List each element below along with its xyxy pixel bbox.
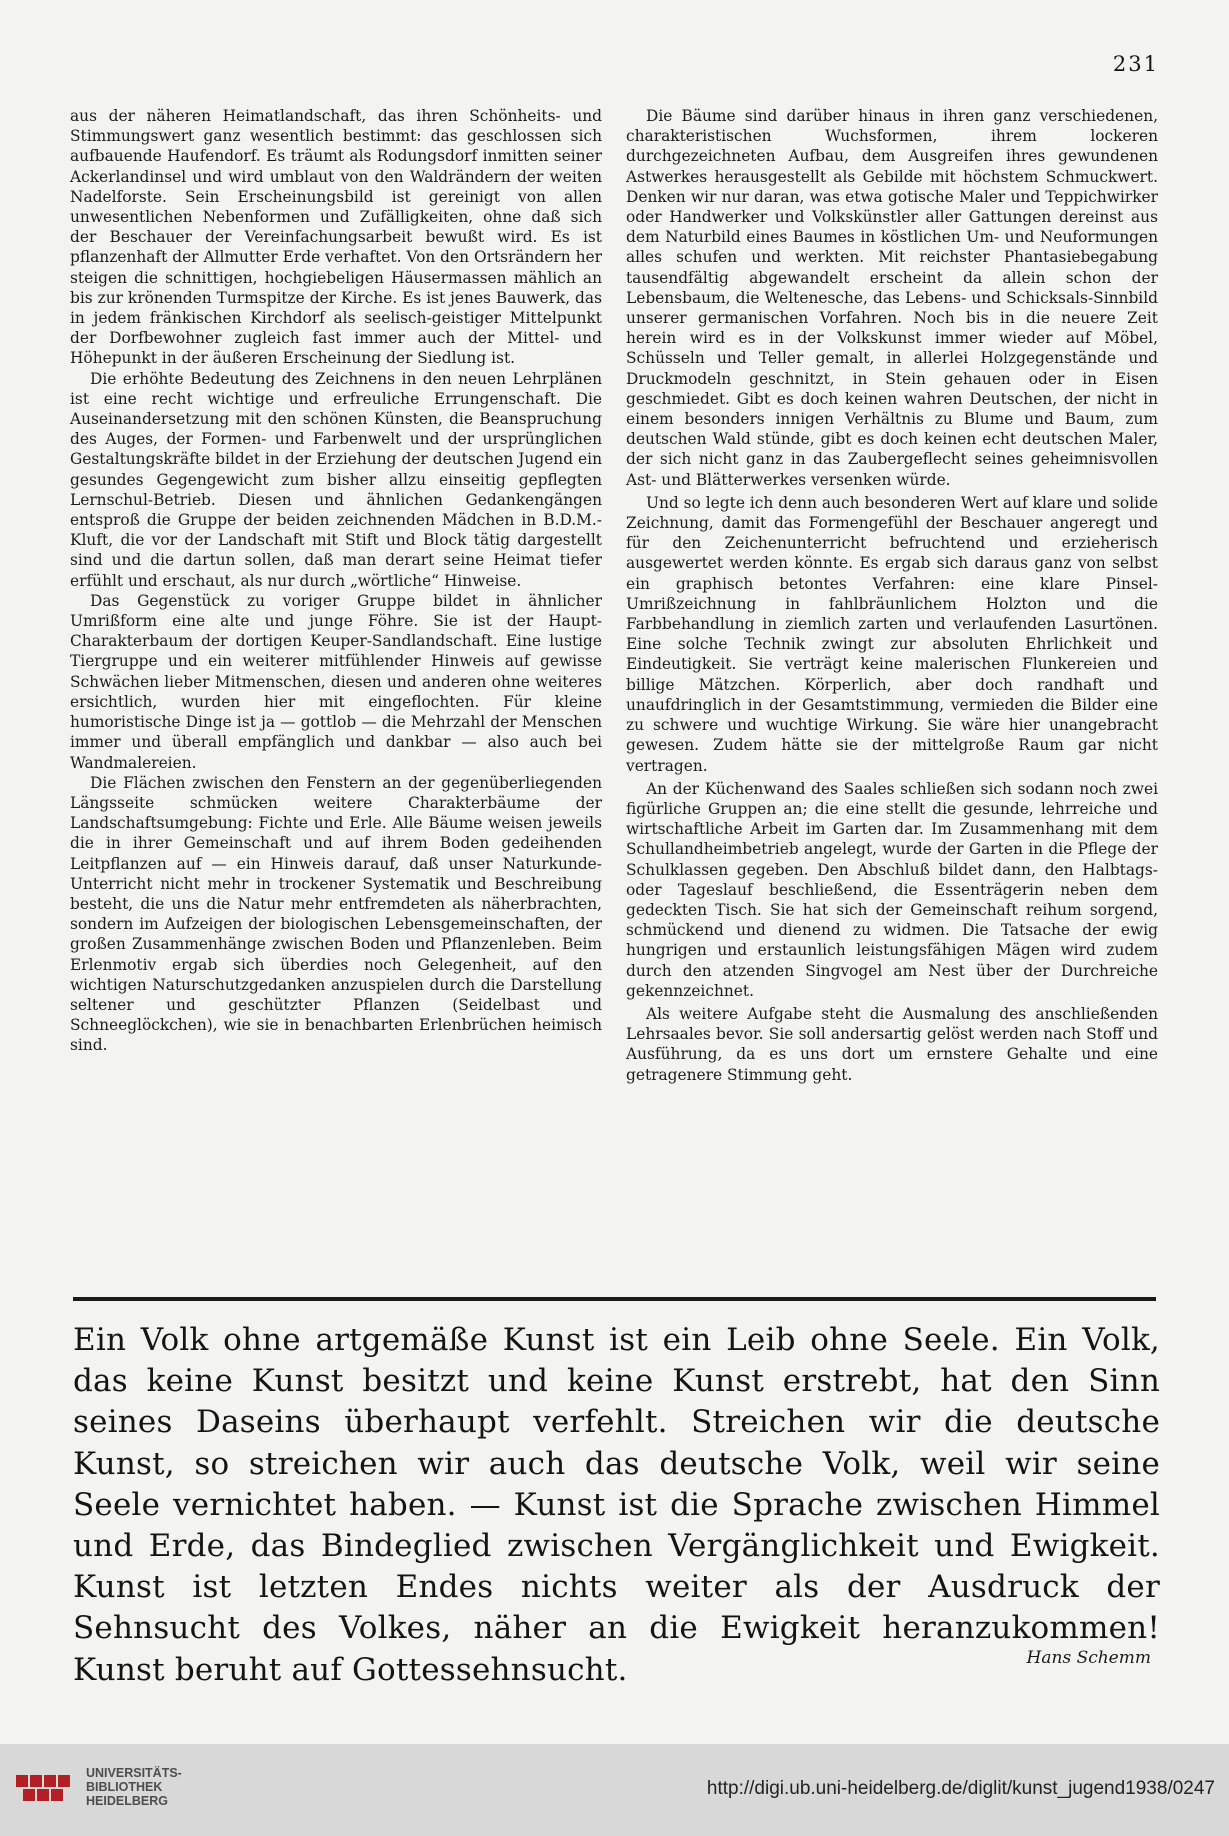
separator-rule (73, 1297, 1156, 1301)
right-paragraph-2: Und so legte ich denn auch besonderen Wert auf klare und solide Zeichnung, damit das Formengefühl der Beschauer angeregt und für den Zeichenunterricht befruchtend und erzieherisch ausgewertet werden könnte. Es ergab sich daraus ganz von selbst ein graphisch betontes Verfahren: eine klare Pinsel-Umrißzeichnung in fahlbräunlichem Holzton und die Farbbehandlung in ziemlich zarten und verlaufenden Lasurtönen. Eine solche Technik zwingt zur absoluten Ehrlichkeit und Eindeutigkeit. Sie verträgt keine malerischen Flunkereien und billige Mätzchen. Körperlich, aber doch randhaft und unaufdringlich in der Gesamtstimmung, vermieden die Bilder eine zu schwere und wuchtige Wirkung. Sie wäre hier unangebracht gewesen. Zudem hätte sie der mittelgroße Raum gar nicht vertragen. (626, 493, 1158, 775)
left-paragraph-2: Die erhöhte Bedeutung des Zeichnens in den neuen Lehrplänen ist eine recht wichtige und erfreuliche Errungenschaft. Die Auseinandersetzung mit den schönen Künsten, die Beanspruchung des Auges, der Formen- und Farbenwelt und der ursprünglichen Gestaltungskräfte bildet in der Erziehung der deutschen Jugend ein gesundes Gegengewicht zum bisher allzu einseitig gepflegten Lernschul-Betrieb. Diesen und ähnlichen Gedankengängen entsproß die Gruppe der beiden zeichnenden Mädchen in B.D.M.-Kluft, die vor der Landschaft mit Stift und Block tätig dargestellt sind und die dartun sollen, daß man derart seine Heimat tiefer erfühlt und erschaut, als nur durch „wörtliche“ Hinweise. (70, 369, 602, 590)
left-column (70, 106, 602, 1056)
document-url-link[interactable]: http://digi.ub.uni-heidelberg.de/diglit/kunst_jugend1938/0247 (706, 1778, 1215, 1799)
library-name-line-3: HEIDELBERG (86, 1794, 168, 1808)
university-library-logo-icon[interactable] (14, 1761, 82, 1815)
right-paragraph-4: Als weitere Aufgabe steht die Ausmalung des anschließenden Lehrsaales bevor. Sie soll andersartig gelöst werden nach Stoff und Ausführung, da es uns dort um ernstere Gehalte und eine getragenere Stimmung geht. (626, 1004, 1158, 1084)
page-number: 231 (1112, 52, 1159, 76)
library-name (86, 1766, 182, 1808)
quote-author: Hans Schemm (1026, 1648, 1151, 1668)
left-paragraph-3: Das Gegenstück zu voriger Gruppe bildet in ähnlicher Umrißform eine alte und junge Föhre. Sie ist der Haupt-Charakterbaum der dortigen Keuper-Sandlandschaft. Eine lustige Tiergruppe und ein weiterer mitfühlender Hinweis auf gewisse Schwächen lieber Mitmenschen, diesen und anderen ohne weiteres ersichtlich, wurden hier mit eingeflochten. Für kleine humoristische Dinge ist ja — gottlob — die Mehrzahl der Menschen immer und überall empfänglich und dankbar — also auch bei Wandmalereien. (70, 591, 602, 772)
right-paragraph-1: Die Bäume sind darüber hinaus in ihren ganz verschiedenen, charakteristischen Wuchsformen, ihrem lockeren durchgezeichneten Aufbau, dem Ausgreifen ihres gewundenen Astwerkes herausgestellt als Gebilde mit höchstem Schmuckwert. Denken wir nur daran, was etwa gotische Maler und Teppichwirker oder Handwerker und Volkskünstler aller Gattungen dereinst aus dem Naturbild eines Baumes in köstlichen Um- und Neuformungen alles schufen und werkten. Mit reichster Phantasiebegabung tausendfältig abgewandelt erscheint da allein schon der Lebensbaum, die Welteneschе, das Lebens- und Schicksals-Sinnbild unserer germanischen Vorfahren. Noch bis in die neuere Zeit herein wird es in der Volkskunst immer wieder auf Möbel, Schüsseln und Teller gemalt, in allerlei Holzgegenstände und Druckmodeln geschnitzt, in Stein gehauen oder in Eisen geschmiedet. Gibt es doch keinen wahren Deutschen, der nicht in einem besonders innigen Verhältnis zu Blume und Baum, zum deutschen Wald stünde, gibt es doch keinen echt deutschen Maler, der sich nicht ganz in das Zaubergeflecht seines geheimnisvollen Ast- und Blätterwerkes versenken würde. (626, 107, 1158, 489)
library-name-line-2: BIBLIOTHEK (86, 1780, 163, 1794)
quote-block: Ein Volk ohne artgemäße Kunst ist ein Leib ohne Seele. Ein Volk, das keine Kunst besitzt und keine Kunst erstrebt, hat den Sinn seines Daseins überhaupt verfehlt. Streichen wir die deutsche Kunst, so streichen wir auch das deutsche Volk, weil wir seine Seele vernichtet haben. — Kunst ist die Sprache zwischen Himmel und Erde, das Bindeglied zwischen Vergänglichkeit und Ewigkeit. Kunst ist letzten Endes nichts weiter als der Ausdruck der Sehnsucht des Volkes, näher an die Ewigkeit heranzukommen! Kunst beruht auf Gottessehnsucht. (73, 1322, 1160, 1688)
viewer-footer (0, 1744, 1229, 1836)
left-paragraph-4: Die Flächen zwischen den Fenstern an der gegenüberliegenden Längsseite schmücken weitere Charakterbäume der Landschaftsumgebung: Fichte und Erle. Alle Bäume weisen jeweils die in ihrer Gemeinschaft und auf ihrem Boden gedeihenden Leitpflanzen auf — ein Hinweis darauf, daß unser Naturkunde-Unterricht nicht mehr in trockener Systematik und Beschreibung besteht, die uns die Natur mehr entfremdeten als näherbrachten, sondern im Aufzeigen der biologischen Lebensgemeinschaften, der großen Zusammenhänge zwischen Boden und Pflanzenleben. Beim Erlenmotiv ergab sich überdies noch Gelegenheit, auf den wichtigen Naturschutzgedanken anzuspielen durch die Darstellung seltener und geschützter Pflanzen (Seidelbast und Schneeglöckchen), wie sie in benachbarten Erlenbrüchen heimisch sind. (70, 773, 602, 1055)
right-column (626, 106, 1158, 1085)
right-paragraph-3: An der Küchenwand des Saales schließen sich sodann noch zwei figürliche Gruppen an; die eine stellt die gesunde, lehrreiche und wirtschaftliche Arbeit im Garten dar. Im Zusammenhang mit dem Schullandheimbetrieb angelegt, wurde der Garten in die Pflege der Schulklassen gegeben. Den Abschluß bildet dann, den Halbtags- oder Tageslauf beschließend, die Essenträgerin neben dem gedeckten Tisch. Sie hat sich der Gemeinschaft reihum sorgend, schmückend und dienend zu widmen. Die Tatsache der ewig hungrigen und erstaunlich leistungsfähigen Mägen wird zudem durch den atzenden Singvogel am Nest über der Durchreiche gekennzeichnet. (626, 779, 1158, 1000)
left-paragraph-1: aus der näheren Heimatlandschaft, das ihren Schönheits- und Stimmungswert ganz wesentlich bestimmt: das geschlossen sich aufbauende Haufendorf. Es träumt als Rodungsdorf inmitten seiner Ackerlandinsel und wird umblaut von den Waldrändern der weiten Nadelforste. Sein Erscheinungsbild ist gereinigt von allen unwesentlichen Nebenformen und Zufälligkeiten, ohne daß sich der Beschauer der Vereinfachungsarbeit bewußt wird. Es ist pflanzenhaft der Allmutter Erde verhaftet. Von den Ortsrändern her steigen die schnittigen, hochgiebeligen Häusermassen mählich an bis zur krönenden Turmspitze der Kirche. Es ist jenes Bauwerk, das in jedem fränkischen Kirchdorf als seelisch-geistiger Mittelpunkt der Dorfbewohner zugleich fast immer auch der Mittel- und Höhepunkt in der äußeren Erscheinung der Siedlung ist. (70, 107, 602, 368)
library-name-line-1: UNIVERSITÄTS- (86, 1766, 182, 1780)
